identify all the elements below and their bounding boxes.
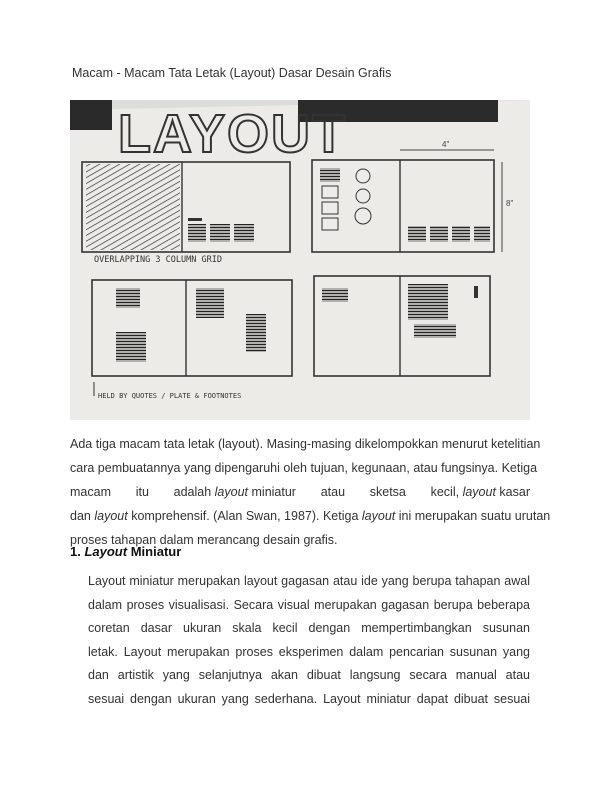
section-1-line: letak. Layout merupakan proses eksperimen dalam pencarian susunan yang: [88, 644, 530, 659]
intro-paragraph: [70, 432, 551, 552]
section-1-line: sesuai dengan ukuran yang sederhana. Layout miniatur dapat dibuat sesuai: [88, 691, 530, 706]
layout-sketch-photo: [70, 100, 530, 420]
section-1-line: coretan dasar ukuran skala kecil dengan mempertimbangkan susunan: [88, 621, 530, 635]
intro-line-5: proses tahapan dalam merancang desain grafis.: [70, 533, 338, 547]
intro-line-3: macam itu adalah layout miniatur atau sketsa kecil, layout kasar: [70, 485, 530, 499]
dimension-top: 4": [442, 140, 450, 149]
page-title: Macam - Macam Tata Letak (Layout) Dasar Desain Grafis: [72, 66, 392, 80]
intro-line-1: Ada tiga macam tata letak (layout). Masing-masing dikelompokkan menurut ketelitian: [70, 437, 541, 451]
intro-line-2: cara pembuatannya yang dipengaruhi oleh tujuan, kegunaan, atau fungsinya. Ketiga: [70, 461, 538, 475]
layout-big-word: LAYOUT: [118, 104, 348, 164]
section-1-line: dalam proses visualisasi. Secara visual merupakan gagasan berupa beberapa: [88, 597, 530, 612]
sketch-label-overlapping: OVERLAPPING 3 COLUMN GRID: [94, 255, 222, 265]
section-1-body: [88, 570, 530, 711]
sketch-label-held: HELD BY QUOTES / PLATE & FOOTNOTES: [98, 392, 242, 400]
section-1-line: dan artistik yang selanjutnya akan dibuat langsung secara manual atau: [88, 668, 530, 682]
section-1-line: Layout miniatur merupakan layout gagasan atau ide yang berupa tahapan awal: [88, 574, 530, 588]
intro-line-4: dan layout komprehensif. (Alan Swan, 1987). Ketiga layout ini merupakan suatu urutan: [70, 509, 551, 523]
dimension-side: 8": [506, 199, 514, 208]
section-heading-layout-miniatur: 1. Layout Miniatur: [70, 544, 182, 559]
